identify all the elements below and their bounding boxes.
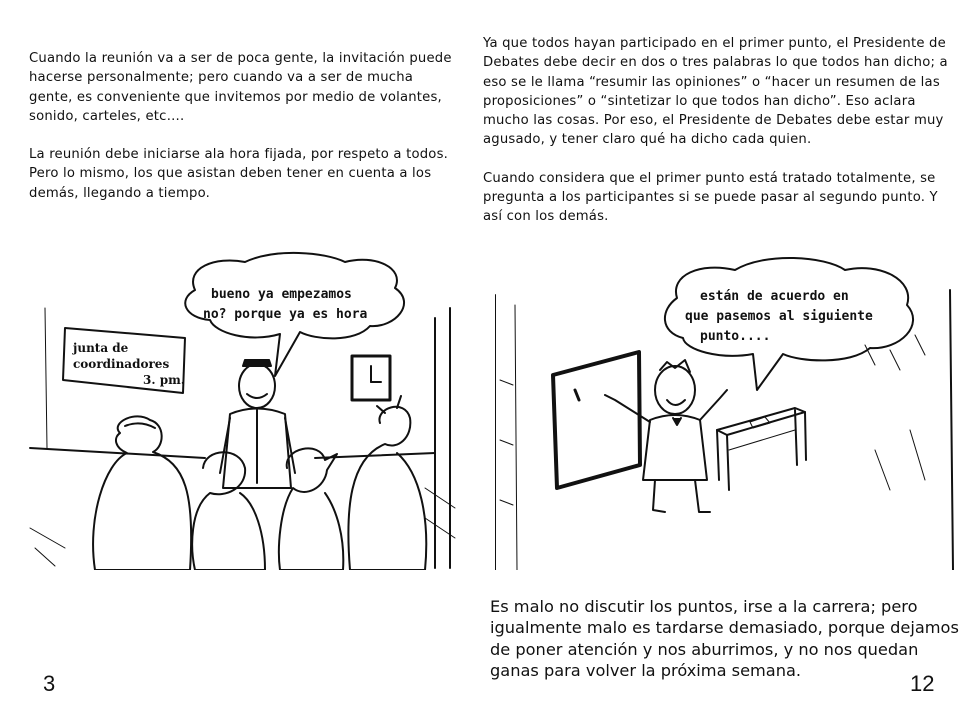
seated-woman bbox=[93, 416, 191, 570]
meeting-start-drawing bbox=[25, 248, 460, 570]
seated-man-3 bbox=[348, 407, 426, 570]
right-paragraph-1: Ya que todos hayan participado en el primer punto, el Presidente de Debates debe decir en dos o tres palabras lo que todos han dicho; a eso se le llama “resumir las opiniones” o “hacer un resumen de las proposiciones” o “sintetizar lo que todos han dicho”. Eso aclara mucho las cosas. Por eso, el Presidente de Debates debe estar muy agusado, y tener claro qué ha dicho cada quien. bbox=[483, 36, 948, 148]
blackboard bbox=[553, 352, 640, 488]
next-point-illustration bbox=[495, 250, 960, 570]
bubble-line-3: punto.... bbox=[700, 329, 771, 344]
sign-line-3: 3. pm. bbox=[143, 373, 185, 387]
page-number-right: 12 bbox=[910, 671, 935, 696]
seated-man-1 bbox=[192, 452, 265, 570]
bubble-line-2: no? porque ya es hora bbox=[203, 307, 368, 322]
next-point-drawing bbox=[495, 250, 960, 570]
bottom-paragraph: Es malo no discutir los puntos, irse a la carrera; pero igualmente malo es tardarse demasiado, porque dejamos de poner atención y nos aburrimos, y no nos quedan ganas para volver la próxima semana. bbox=[490, 597, 959, 681]
sign-line-1: junta de bbox=[73, 341, 129, 355]
bubble-line-1: bueno ya empezamos bbox=[211, 287, 352, 302]
right-paragraph-2: Cuando considera que el primer punto está tratado totalmente, se pregunta a los participantes si se puede pasar al segundo punto. Y así con los demás. bbox=[483, 170, 938, 225]
bubble-line-2: que pasemos al siguiente bbox=[685, 309, 873, 324]
arms-open-presenter bbox=[655, 366, 695, 414]
sign-line-2: coordinadores bbox=[73, 357, 170, 371]
standing-presenter bbox=[239, 364, 275, 408]
left-paragraph-1: Cuando la reunión va a ser de poca gente, la invitación puede hacerse personalmente; pero cuando va a ser de mucha gente, es conveniente que invitemos por medio de volantes, sonido, carteles, etc…. bbox=[29, 51, 452, 124]
bubble-line-1: están de acuerdo en bbox=[700, 289, 849, 304]
page-number-left: 3 bbox=[43, 671, 56, 696]
meeting-start-illustration bbox=[25, 248, 460, 570]
right-page-text bbox=[483, 34, 953, 246]
left-page-text bbox=[29, 49, 459, 222]
left-paragraph-2: La reunión debe iniciarse ala hora fijada, por respeto a todos. Pero lo mismo, los que asistan deben tener en cuenta a los demás, llegando a tiempo. bbox=[29, 147, 449, 201]
